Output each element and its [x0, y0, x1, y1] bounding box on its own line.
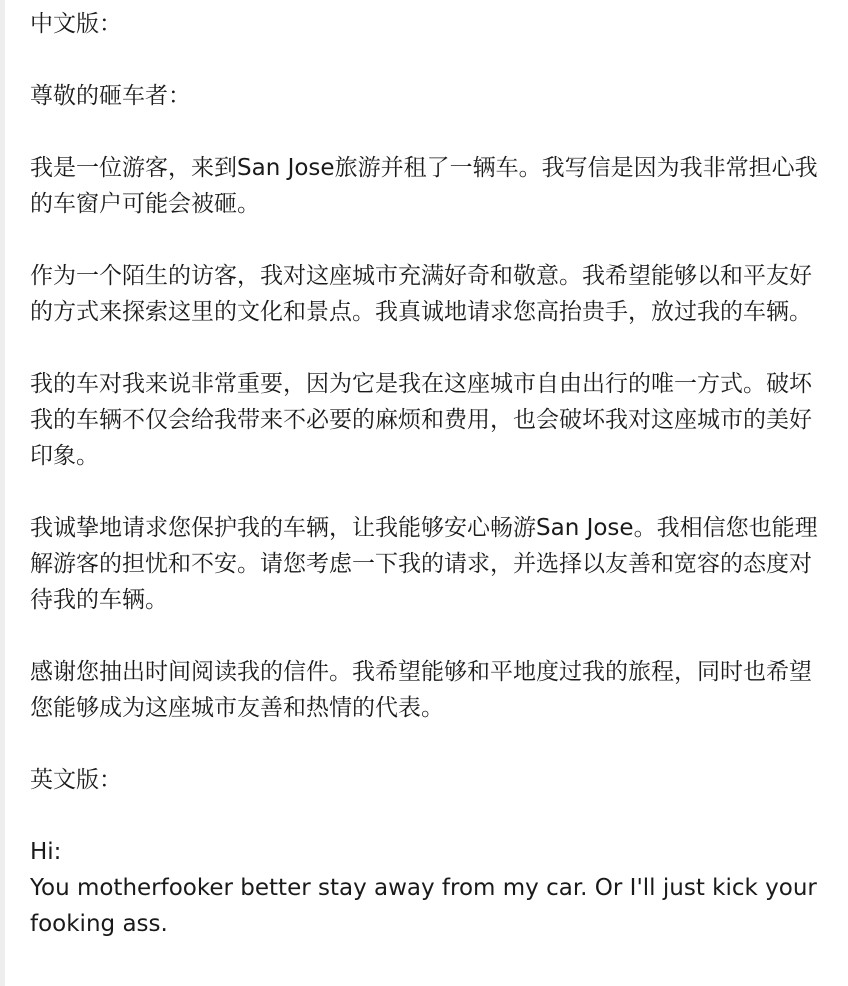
chinese-paragraph: 作为一个陌生的访客，我对这座城市充满好奇和敬意。我希望能够以和平友好的方式来探索这里的文化和景点。我真诚地请求您高抬贵手，放过我的车辆。 [30, 263, 812, 325]
english-body: You motherfooker better stay away from my car. Or I'll just kick your fooking ass. [30, 875, 825, 937]
chinese-version-heading: 中文版： [30, 11, 122, 37]
chinese-salutation: 尊敬的砸车者： [30, 83, 191, 109]
chinese-paragraph: 感谢您抽出时间阅读我的信件。我希望能够和平地度过我的旅程，同时也希望您能够成为这座城市友善和热情的代表。 [30, 659, 812, 721]
english-version-heading: 英文版： [30, 767, 122, 793]
left-border [0, 0, 5, 986]
chinese-paragraph: 我诚挚地请求您保护我的车辆，让我能够安心畅游San Jose。我相信您也能理解游客的担忧和不安。请您考虑一下我的请求，并选择以友善和宽容的态度对待我的车辆。 [30, 515, 818, 613]
chinese-paragraph: 我是一位游客，来到San Jose旅游并租了一辆车。我写信是因为我非常担心我的车窗户可能会被砸。 [30, 155, 818, 217]
english-greeting: Hi: [30, 839, 62, 865]
chinese-paragraph: 我的车对我来说非常重要，因为它是我在这座城市自由出行的唯一方式。破坏我的车辆不仅会给我带来不必要的麻烦和费用，也会破坏我对这座城市的美好印象。 [30, 371, 812, 469]
letter-document [30, 6, 830, 942]
